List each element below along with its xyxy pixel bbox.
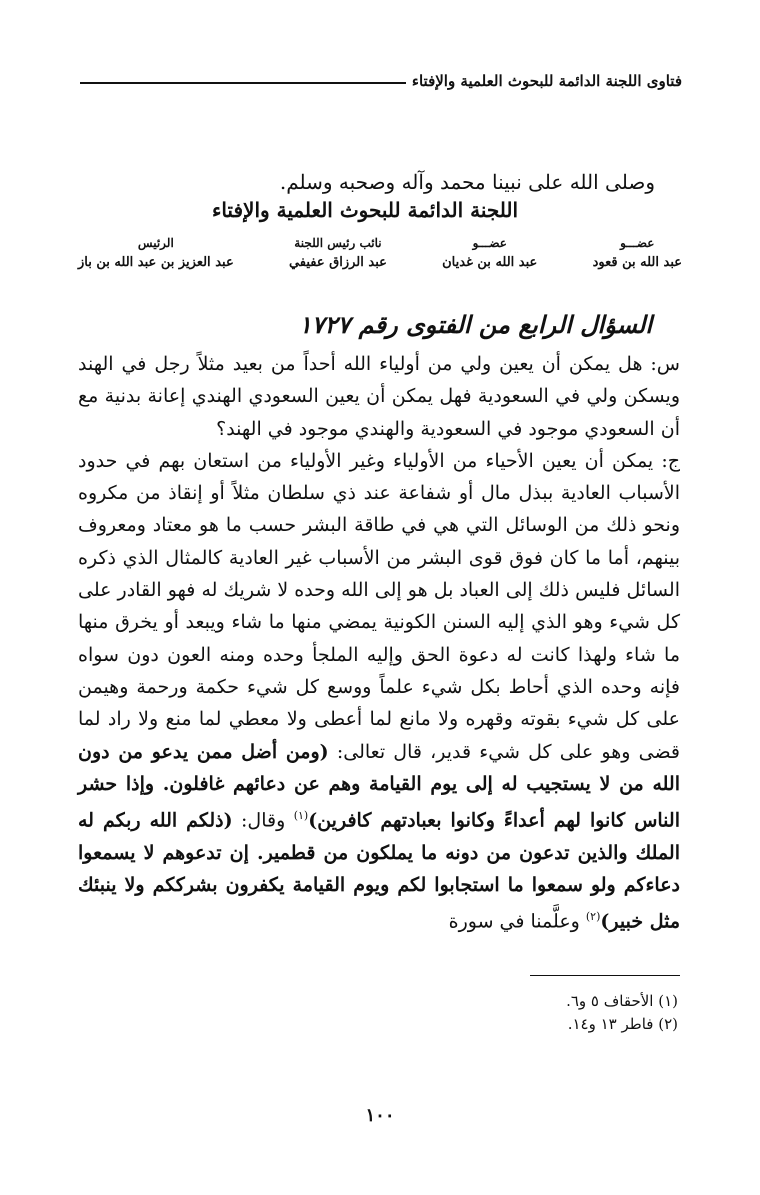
question-heading: السؤال الرابع من الفتوى رقم ١٧٢٧ <box>298 310 652 339</box>
answer-text <box>78 445 680 938</box>
footnotes <box>566 990 678 1036</box>
answer-part-2: وقال: <box>232 809 294 832</box>
header-rule <box>80 82 406 84</box>
signatory-name: عبد الله بن قعود <box>592 255 682 270</box>
signatory-name: عبد الله بن غديان <box>442 255 538 270</box>
signatory <box>78 234 234 274</box>
footnote-separator <box>530 975 680 976</box>
answer-part-1: ج: يمكن أن يعين الأحياء من الأولياء وغير الأولياء من استعان بهم في حدود الأسباب العادية ببذل مال أو شفاعة عند ذي سلطان مثلاً أو إنقاذ من مكروه ونحو ذلك من الوسائل التي هي في طاقة البشر حسب ما هو معتاد ومعروف بينهم، أما ما كان فوق قوى البشر من الأسباب غير العادية كالمثال الذي ذكره السائل فليس ذلك إلى العباد بل هو إلى الله وحده لا شريك له فهو القادر على كل شيء وهو الذي إليه السنن الكونية يمضي منها ما شاء ويبعد أو يخرق منها ما شاء ولهذا كانت له دعوة الحق وإليه الملجأ وحده ومنه العون دون سواه فإنه وحده الذي أحاط بكل شيء علماً ووسع كل شيء حكمة ورحمة وهيمن على كل شيء بقوته وقهره ولا مانع لما أعطى ولا معطي لما منع ولا راد لما قضى وهو على كل شيء قدير، قال تعالى: <box>78 449 680 763</box>
footnote-1: (١) الأحقاف ٥ و٦. <box>566 992 678 1010</box>
signatory-role: عضـــو <box>620 236 655 250</box>
page-number: ١٠٠ <box>365 1105 395 1126</box>
signatory-name: عبد العزيز بن عبد الله بن باز <box>78 255 234 270</box>
header-title: فتاوى اللجنة الدائمة للبحوث العلمية والإفتاء <box>411 72 682 90</box>
signatory <box>289 234 387 274</box>
signatory <box>442 234 537 274</box>
signatory <box>593 234 682 274</box>
signatory-role: الرئيس <box>137 236 174 250</box>
quran-verse-1: (ومن أضل ممن يدعو من دون الله من لا يستجيب له إلى يوم القيامة وهم عن دعائهم غافلون. وإذا حشر الناس كانوا لهم أعداءً وكانوا بعبادتهم كافرين) <box>78 740 680 832</box>
quran-verse-2: (ذلكم الله ربكم له الملك والذين تدعون من دونه ما يملكون من قطمير. إن تدعوهم لا يسمعوا دعاءكم ولو سمعوا ما استجابوا لكم ويوم القيامة يكفرون بشرككم ولا ينبئك مثل خبير) <box>78 809 680 933</box>
question-text: س: هل يمكن أن يعين ولي من أولياء الله أحداً من بعيد مثلاً رجل في الهند ويسكن ولي في السعودية فهل يمكن أن يعين السعودي الهندي إعانة بدنية مع أن السعودي موجود في السعودية والهندي موجود في الهند؟ <box>78 353 680 440</box>
signatory-role: نائب رئيس اللجنة <box>294 236 382 250</box>
signatory-role: عضـــو <box>472 236 507 250</box>
body-text <box>78 348 680 938</box>
signatures-block <box>78 234 682 274</box>
committee-name: اللجنة الدائمة للبحوث العلمية والإفتاء <box>211 198 519 222</box>
footnote-2: (٢) فاطر ١٣ و١٤. <box>567 1015 678 1033</box>
footnote-ref-2[interactable]: (٢) <box>585 910 601 924</box>
signatory-name: عبد الرزاق عفيفي <box>288 255 387 270</box>
closing-salutation: وصلى الله على نبينا محمد وآله وصحبه وسلم. <box>279 170 655 194</box>
footnote-ref-1[interactable]: (١) <box>293 809 309 823</box>
running-header <box>80 72 682 90</box>
answer-part-3: وعلَّمنا في سورة <box>448 910 586 933</box>
